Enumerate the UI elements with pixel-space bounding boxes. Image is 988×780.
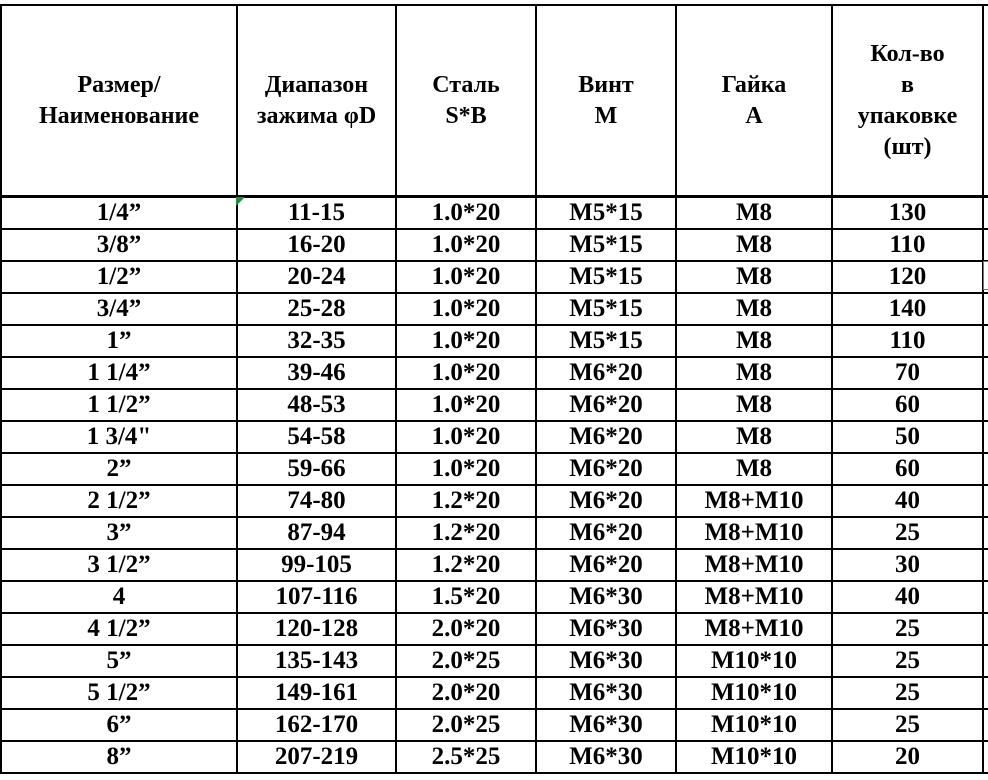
header-line: Диапазон	[264, 71, 369, 98]
cell-size[interactable]: 1/4”	[1, 197, 237, 230]
header-line: Гайка	[721, 71, 787, 98]
cell-steel[interactable]: 1.2*20	[396, 485, 536, 517]
cell-steel[interactable]: 1.2*20	[396, 549, 536, 581]
cell-size[interactable]: 3 1/2”	[1, 549, 237, 581]
cell-clamp-range[interactable]: 162-170	[237, 709, 396, 741]
table-row	[1, 485, 988, 517]
cell-size[interactable]: 5”	[1, 645, 237, 677]
cell-nut[interactable]: M8	[676, 421, 832, 453]
header-line: S*B	[445, 102, 487, 129]
cell-clamp-range[interactable]: 135-143	[237, 645, 396, 677]
table-header	[1, 5, 988, 197]
cell-steel[interactable]: 2.0*20	[396, 677, 536, 709]
cell-screw[interactable]: M6*30	[536, 741, 676, 773]
cell-empty[interactable]	[983, 709, 988, 741]
header-cell-empty[interactable]	[983, 5, 988, 197]
header-cell-size[interactable]	[1, 5, 237, 197]
cell-clamp-range[interactable]: 99-105	[237, 549, 396, 581]
cell-empty[interactable]	[983, 293, 988, 325]
cell-empty[interactable]	[983, 421, 988, 453]
cell-pack-qty[interactable]: 25	[832, 613, 983, 645]
cell-empty[interactable]	[983, 453, 988, 485]
cell-nut[interactable]: M8	[676, 229, 832, 261]
cell-empty[interactable]	[983, 357, 988, 389]
cell-screw[interactable]: M6*30	[536, 645, 676, 677]
cell-steel[interactable]: 1.0*20	[396, 229, 536, 261]
header-line: в	[901, 71, 914, 98]
cell-screw[interactable]: M6*30	[536, 709, 676, 741]
cell-clamp-range[interactable]: 20-24	[237, 261, 396, 293]
cell-empty[interactable]	[983, 229, 988, 261]
cell-clamp-range[interactable]: 32-35	[237, 325, 396, 357]
header-line: Сталь	[432, 71, 500, 98]
cell-screw[interactable]: M5*15	[536, 293, 676, 325]
cell-steel[interactable]: 1.0*20	[396, 197, 536, 230]
table-row	[1, 453, 988, 485]
cell-steel[interactable]: 1.0*20	[396, 453, 536, 485]
clamp-spec-table	[0, 4, 988, 774]
cell-screw[interactable]: M5*15	[536, 325, 676, 357]
cell-nut[interactable]: M8	[676, 293, 832, 325]
header-line: Размер/	[77, 71, 161, 98]
cell-nut[interactable]: M8	[676, 197, 832, 230]
cell-pack-qty[interactable]: 120	[832, 261, 983, 293]
cell-pack-qty[interactable]: 40	[832, 581, 983, 613]
cell-size[interactable]: 2 1/2”	[1, 485, 237, 517]
cell-clamp-range[interactable]: 74-80	[237, 485, 396, 517]
cell-empty[interactable]	[983, 549, 988, 581]
cell-nut[interactable]: M8	[676, 389, 832, 421]
header-cell-pack-qty[interactable]	[832, 5, 983, 197]
header-line: A	[745, 102, 763, 129]
table-row	[1, 741, 988, 773]
cell-clamp-range[interactable]: 16-20	[237, 229, 396, 261]
table-row	[1, 581, 988, 613]
cell-screw[interactable]: M6*20	[536, 549, 676, 581]
cell-pack-qty[interactable]: 140	[832, 293, 983, 325]
cell-nut[interactable]: M10*10	[676, 741, 832, 773]
cell-size[interactable]: 1 3/4"	[1, 421, 237, 453]
table-row	[1, 325, 988, 357]
cell-screw[interactable]: M6*20	[536, 421, 676, 453]
table-row	[1, 357, 988, 389]
cell-nut[interactable]: M8+M10	[676, 549, 832, 581]
cell-size[interactable]: 1 1/4”	[1, 357, 237, 389]
table-row	[1, 197, 988, 230]
cell-pack-qty[interactable]: 70	[832, 357, 983, 389]
table-row	[1, 517, 988, 549]
cell-steel[interactable]: 1.0*20	[396, 389, 536, 421]
cell-size[interactable]: 1/2”	[1, 261, 237, 293]
cell-pack-qty[interactable]: 30	[832, 549, 983, 581]
cell-comment-marker-icon	[236, 197, 245, 206]
cell-screw[interactable]: M6*20	[536, 453, 676, 485]
cell-clamp-range[interactable]: 39-46	[237, 357, 396, 389]
cell-clamp-range[interactable]: 59-66	[237, 453, 396, 485]
table-row	[1, 293, 988, 325]
cell-pack-qty[interactable]: 110	[832, 325, 983, 357]
table-row	[1, 389, 988, 421]
cell-size[interactable]: 3/4”	[1, 293, 237, 325]
cell-nut[interactable]: M8	[676, 261, 832, 293]
cell-clamp-range[interactable]: 87-94	[237, 517, 396, 549]
cell-nut[interactable]: M8	[676, 453, 832, 485]
cell-clamp-range[interactable]: 11-15	[237, 197, 396, 230]
cell-screw[interactable]: M5*15	[536, 261, 676, 293]
cell-size[interactable]: 5 1/2”	[1, 677, 237, 709]
cell-pack-qty[interactable]: 25	[832, 677, 983, 709]
cell-steel[interactable]: 1.0*20	[396, 357, 536, 389]
table-row	[1, 261, 988, 293]
cell-steel[interactable]: 1.0*20	[396, 293, 536, 325]
cell-nut[interactable]: M8+M10	[676, 517, 832, 549]
table-body	[1, 197, 988, 774]
header-line: M	[594, 102, 618, 129]
table-row	[1, 549, 988, 581]
cell-screw[interactable]: M6*20	[536, 357, 676, 389]
cell-nut[interactable]: M10*10	[676, 709, 832, 741]
cell-nut[interactable]: M10*10	[676, 645, 832, 677]
cell-size[interactable]: 4 1/2”	[1, 613, 237, 645]
cell-size[interactable]: 3”	[1, 517, 237, 549]
cell-clamp-range[interactable]: 149-161	[237, 677, 396, 709]
table-row	[1, 645, 988, 677]
cell-steel[interactable]: 1.0*20	[396, 421, 536, 453]
cell-screw[interactable]: M6*30	[536, 613, 676, 645]
cell-nut[interactable]: M10*10	[676, 677, 832, 709]
cell-empty[interactable]	[983, 485, 988, 517]
cell-pack-qty[interactable]: 60	[832, 453, 983, 485]
cell-clamp-range[interactable]: 48-53	[237, 389, 396, 421]
cell-nut[interactable]: M8+M10	[676, 613, 832, 645]
cell-screw[interactable]: M6*20	[536, 389, 676, 421]
cell-pack-qty[interactable]: 40	[832, 485, 983, 517]
header-cell-clamp-range[interactable]	[237, 5, 396, 197]
cell-clamp-range[interactable]: 107-116	[237, 581, 396, 613]
cell-steel[interactable]: 2.5*25	[396, 741, 536, 773]
cell-empty[interactable]	[983, 581, 988, 613]
table-row	[1, 677, 988, 709]
cell-nut[interactable]: M8	[676, 357, 832, 389]
header-cell-steel[interactable]	[396, 5, 536, 197]
cell-size[interactable]: 3/8”	[1, 229, 237, 261]
cell-pack-qty[interactable]: 50	[832, 421, 983, 453]
header-line: (шт)	[883, 133, 932, 160]
header-line: Наименование	[39, 102, 199, 129]
header-line: упаковке	[857, 102, 958, 129]
table-row	[1, 613, 988, 645]
cell-steel[interactable]: 2.0*25	[396, 645, 536, 677]
header-line: Винт	[578, 71, 634, 98]
cell-clamp-range[interactable]: 54-58	[237, 421, 396, 453]
cell-size[interactable]: 2”	[1, 453, 237, 485]
cell-selection-edge	[983, 261, 988, 290]
cell-nut[interactable]: M8	[676, 325, 832, 357]
cell-nut[interactable]: M8+M10	[676, 581, 832, 613]
cell-steel[interactable]: 2.0*20	[396, 613, 536, 645]
cell-screw[interactable]: M6*30	[536, 581, 676, 613]
cell-steel[interactable]: 1.0*20	[396, 325, 536, 357]
cell-pack-qty[interactable]: 25	[832, 517, 983, 549]
header-cell-screw[interactable]	[536, 5, 676, 197]
cell-steel[interactable]: 1.0*20	[396, 261, 536, 293]
cell-size[interactable]: 4	[1, 581, 237, 613]
cell-screw[interactable]: M6*30	[536, 677, 676, 709]
cell-empty[interactable]	[983, 741, 988, 773]
header-line: зажима φD	[256, 102, 377, 129]
cell-size[interactable]: 8”	[1, 741, 237, 773]
cell-steel[interactable]: 2.0*25	[396, 709, 536, 741]
cell-screw[interactable]: M5*15	[536, 197, 676, 230]
cell-screw[interactable]: M5*15	[536, 229, 676, 261]
cell-empty[interactable]	[983, 613, 988, 645]
cell-steel[interactable]: 1.5*20	[396, 581, 536, 613]
header-row	[1, 5, 988, 197]
cell-screw[interactable]: M6*20	[536, 517, 676, 549]
cell-pack-qty[interactable]: 25	[832, 709, 983, 741]
cell-empty[interactable]	[983, 645, 988, 677]
table-row	[1, 229, 988, 261]
cell-clamp-range[interactable]: 207-219	[237, 741, 396, 773]
cell-pack-qty[interactable]: 20	[832, 741, 983, 773]
header-cell-nut[interactable]	[676, 5, 832, 197]
cell-nut[interactable]: M8+M10	[676, 485, 832, 517]
cell-clamp-range[interactable]: 120-128	[237, 613, 396, 645]
cell-empty[interactable]	[983, 517, 988, 549]
cell-screw[interactable]: M6*20	[536, 485, 676, 517]
cell-size[interactable]: 1 1/2”	[1, 389, 237, 421]
cell-size[interactable]: 6”	[1, 709, 237, 741]
cell-empty[interactable]	[983, 197, 988, 230]
cell-pack-qty[interactable]: 25	[832, 645, 983, 677]
header-line: Кол-во	[870, 40, 945, 67]
cell-pack-qty[interactable]: 130	[832, 197, 983, 230]
cell-size[interactable]: 1”	[1, 325, 237, 357]
cell-empty[interactable]	[983, 677, 988, 709]
cell-empty[interactable]	[983, 389, 988, 421]
cell-steel[interactable]: 1.2*20	[396, 517, 536, 549]
cell-pack-qty[interactable]: 110	[832, 229, 983, 261]
table-row	[1, 709, 988, 741]
table-row	[1, 421, 988, 453]
cell-empty[interactable]	[983, 325, 988, 357]
cell-pack-qty[interactable]: 60	[832, 389, 983, 421]
cell-clamp-range[interactable]: 25-28	[237, 293, 396, 325]
